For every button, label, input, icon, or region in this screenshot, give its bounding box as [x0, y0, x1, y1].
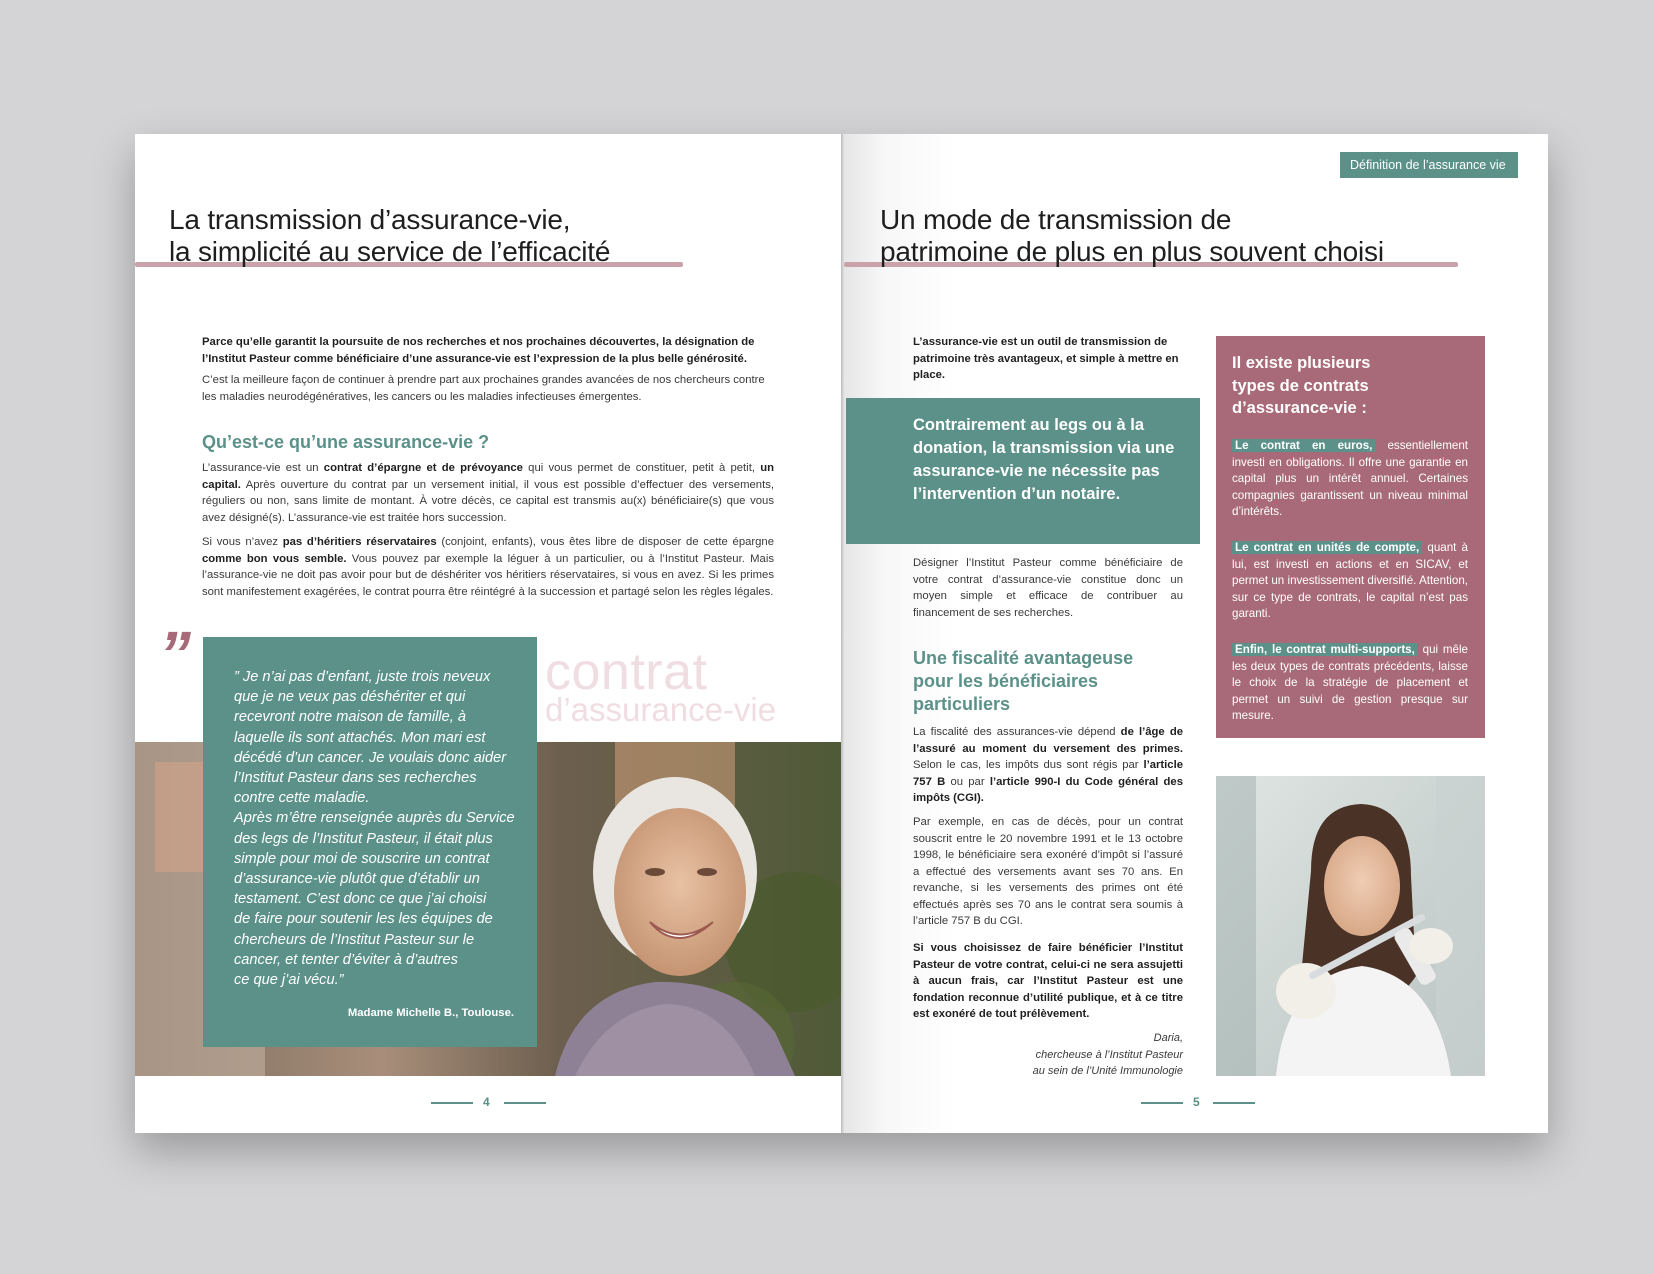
deco-word-contrat: contrat [545, 643, 708, 701]
paragraph-1 [202, 460, 774, 526]
quote-line: l’Institut Pasteur dans ses recherches [234, 770, 477, 787]
page-number: 5 [1193, 1095, 1200, 1109]
page-number-line-left [1141, 1102, 1183, 1104]
p2-text-c: (conjoint, enfants), vous êtes libre de disposer de cette épargne [436, 536, 774, 548]
quote-line: cancer, et tenter d’éviter à d’autres [234, 951, 458, 968]
p1-bold-1: contrat d’épargne et de prévoyance [323, 462, 523, 474]
p2-text-a: Si vous n’avez [202, 536, 283, 548]
title-line-2: patrimoine de plus en plus souvent choisi [880, 236, 1384, 267]
caption-unit: au sein de l’Unité Immunologie [1032, 1065, 1183, 1077]
page-number-line-right [504, 1102, 546, 1104]
contract-type-item [1232, 540, 1468, 623]
intro-bold: L’assurance-vie est un outil de transmission de patrimoine très avantageux, et simple à mettre en place. [913, 336, 1179, 381]
quote-line: d’assurance-vie plutôt que d’établir un [234, 871, 480, 888]
quote-line: recevront notre maison de famille, à [234, 709, 466, 726]
callout-box [846, 398, 1200, 544]
p1-text-c: qui vous permet de constituer, petit à petit, [522, 462, 761, 474]
quote-line: laquelle ils sont attachés. Mon mari est [234, 729, 486, 746]
quote-line: simple pour moi de souscrire un contrat [234, 850, 490, 867]
fiscal-p1-c: Selon le cas, les impôts dus sont régis par [913, 759, 1144, 771]
fiscal-paragraph-3: Si vous choisissez de faire bénéficier l’Institut Pasteur de votre contrat, celui-ci ne sera assujetti à aucun frais, car l’Institut Pasteur est une fondation reconnue d’utilité publique, et à ce titre est exonéré de tout prélèvement. [913, 942, 1183, 1020]
fiscal-paragraph-2: Par exemple, en cas de décès, pour un contrat souscrit entre le 20 novembre 1991 et le 13 octobre 1998, le bénéficiaire sera exonéré d’impôt si l’assuré a effectué des versements avant ses 70 ans. En revanche, si les versements des primes ont été effectués après ses 70 ans le contrat sera soumis à l’article 757 B du CGI. [913, 816, 1183, 927]
caption-role: chercheuse à l’Institut Pasteur [1035, 1048, 1183, 1061]
quote-line: testament. C’est donc ce que j’ai choisi [234, 891, 487, 908]
researcher-photo [1216, 776, 1485, 1076]
contract-type-item [1232, 642, 1468, 725]
contract-type-item [1232, 438, 1468, 521]
testimonial-box [203, 637, 537, 1047]
left-page [135, 134, 841, 1133]
intro-bold: Parce qu’elle garantit la poursuite de nos recherches et nos prochaines découvertes, la désignation de l’Institut Pasteur comme bénéficiaire d’une assurance-vie est l’expression de la plus belle générosité. [202, 336, 755, 365]
section-title: Qu’est-ce qu’une assurance-vie ? [202, 432, 490, 452]
fiscal-p1-a: La fiscalité des assurances-vie dépend [913, 726, 1121, 738]
quote-line: Après m’être renseignée auprès du Service [234, 810, 515, 827]
left-page-title [169, 204, 610, 268]
page-number-line-right [1213, 1102, 1255, 1104]
quote-line: décédé d’un cancer. Je voulais donc aider [234, 749, 507, 766]
quote-mark: ” [159, 618, 191, 690]
quote-line: ” Je n’ai pas d’enfant, juste trois neveux [234, 669, 491, 685]
testimonial-text [234, 667, 524, 990]
quote-line: contre cette maladie. [234, 790, 370, 807]
photo-caption [983, 1030, 1183, 1080]
p1-text-a: L’assurance-vie est un [202, 462, 324, 474]
contract-type-highlight: Le contrat en euros, [1232, 439, 1375, 452]
contract-type-text: quant à lui, est investi en actions et en SICAV, et permet un investissement diversifié. Attention, sur ce type de contrats, le capital n’est pas garanti. [1232, 541, 1468, 621]
quote-line: des legs de l’Institut Pasteur, il était plus [234, 830, 493, 847]
p2-bold-1: pas d’héritiers réservataires [282, 536, 437, 548]
contract-type-text: essentiellement investi en obligations. Il offre une garantie en capital plus un intérêt annuel. Certaines compagnies garantissent un niveau minimal d’intérêts. [1232, 439, 1469, 519]
quote-line: chercheurs de l’Institut Pasteur sur le [234, 931, 475, 948]
fiscal-p1-bold-2: l’article 757 B [913, 759, 1183, 788]
contract-type-text: qui mêle les deux types de contrats précédents, laisse le choix de la stratégie de placement et permet un suivi de gestion presque sur mesure. [1232, 643, 1469, 723]
p1-text-d: Après ouverture du contrat par un versement initial, il vous est possible d’effectuer des versements, réguliers ou non, sans limite de montant. À votre décès, ce capital est transmis au(x) bénéficiaire(s) que vous avez désigné(s). L’assurance-vie est traitée hors succession. [202, 478, 774, 524]
fiscal-paragraph-1 [913, 724, 1183, 807]
fiscal-p1-bold-1: de l’âge de l’assuré au moment du versement des primes. [913, 726, 1184, 755]
caption-name: Daria, [1153, 1032, 1183, 1044]
designate-text: Désigner l’Institut Pasteur comme bénéficiaire de votre contrat d’assurance-vie constitue donc un moyen simple et efficace de contribuer au financement de ses recherches. [913, 557, 1183, 619]
title-line-1: Un mode de transmission de [880, 204, 1232, 235]
callout-text: Contrairement au legs ou à la donation, la transmission via une assurance-vie ne nécessite pas l’intervention d’un notaire. [913, 416, 1175, 503]
intro-text: C’est la meilleure façon de continuer à prendre part aux prochaines grandes avancées de nos chercheurs contre les maladies neurodégénératives, les cancers ou les maladies infectieuses émergentes. [202, 374, 765, 403]
contract-types-title: Il existe plusieurs types de contrats d’assurance-vie : [1232, 354, 1371, 417]
contract-type-highlight: Le contrat en unités de compte, [1232, 541, 1422, 554]
paragraph-2 [202, 534, 774, 600]
fiscal-p1-d: ou par [945, 775, 990, 788]
deco-word-assurance-vie: d’assurance-vie [545, 691, 777, 728]
title-line-2: la simplicité au service de l’efficacité [169, 236, 611, 267]
fiscal-p1-bold-3: l’article 990-I du Code général des impôts (CGI). [913, 775, 1184, 804]
quote-line: de faire pour soutenir les les équipes de [234, 911, 493, 928]
right-page [844, 134, 1548, 1133]
right-page-title [880, 204, 1384, 268]
title-line-1: La transmission d’assurance-vie, [169, 204, 571, 235]
quote-line: que je ne veux pas déshériter et qui [234, 689, 466, 706]
testimonial-author: Madame Michelle B., Toulouse. [347, 1007, 514, 1019]
researcher-photo-illustration [1216, 776, 1485, 1076]
page-number-line-left [431, 1102, 473, 1104]
fiscal-title: Une fiscalité avantageuse pour les bénéficiaires particuliers [913, 648, 1134, 714]
p2-text-d: Vous pouvez par exemple la léguer à un particulier, ou à l’Institut Pasteur. Mais l’assurance-vie ne doit pas avoir pour but de déshériter vos héritiers réservataires, si vous en avez. Si les primes sont manifestement exagérées, le contrat pourra être réintégré à la succession et partagé selon les règles légales. [202, 552, 774, 598]
contract-types-box [1216, 336, 1485, 738]
contract-type-highlight: Enfin, le contrat multi-supports, [1232, 643, 1418, 656]
p2-bold-2: comme bon vous semble. [202, 552, 347, 565]
p1-bold-2: un capital. [202, 462, 774, 491]
page-number: 4 [483, 1095, 490, 1109]
section-tag: Définition de l’assurance vie [1340, 152, 1518, 178]
quote-line: ce que j’ai vécu.” [234, 972, 344, 989]
